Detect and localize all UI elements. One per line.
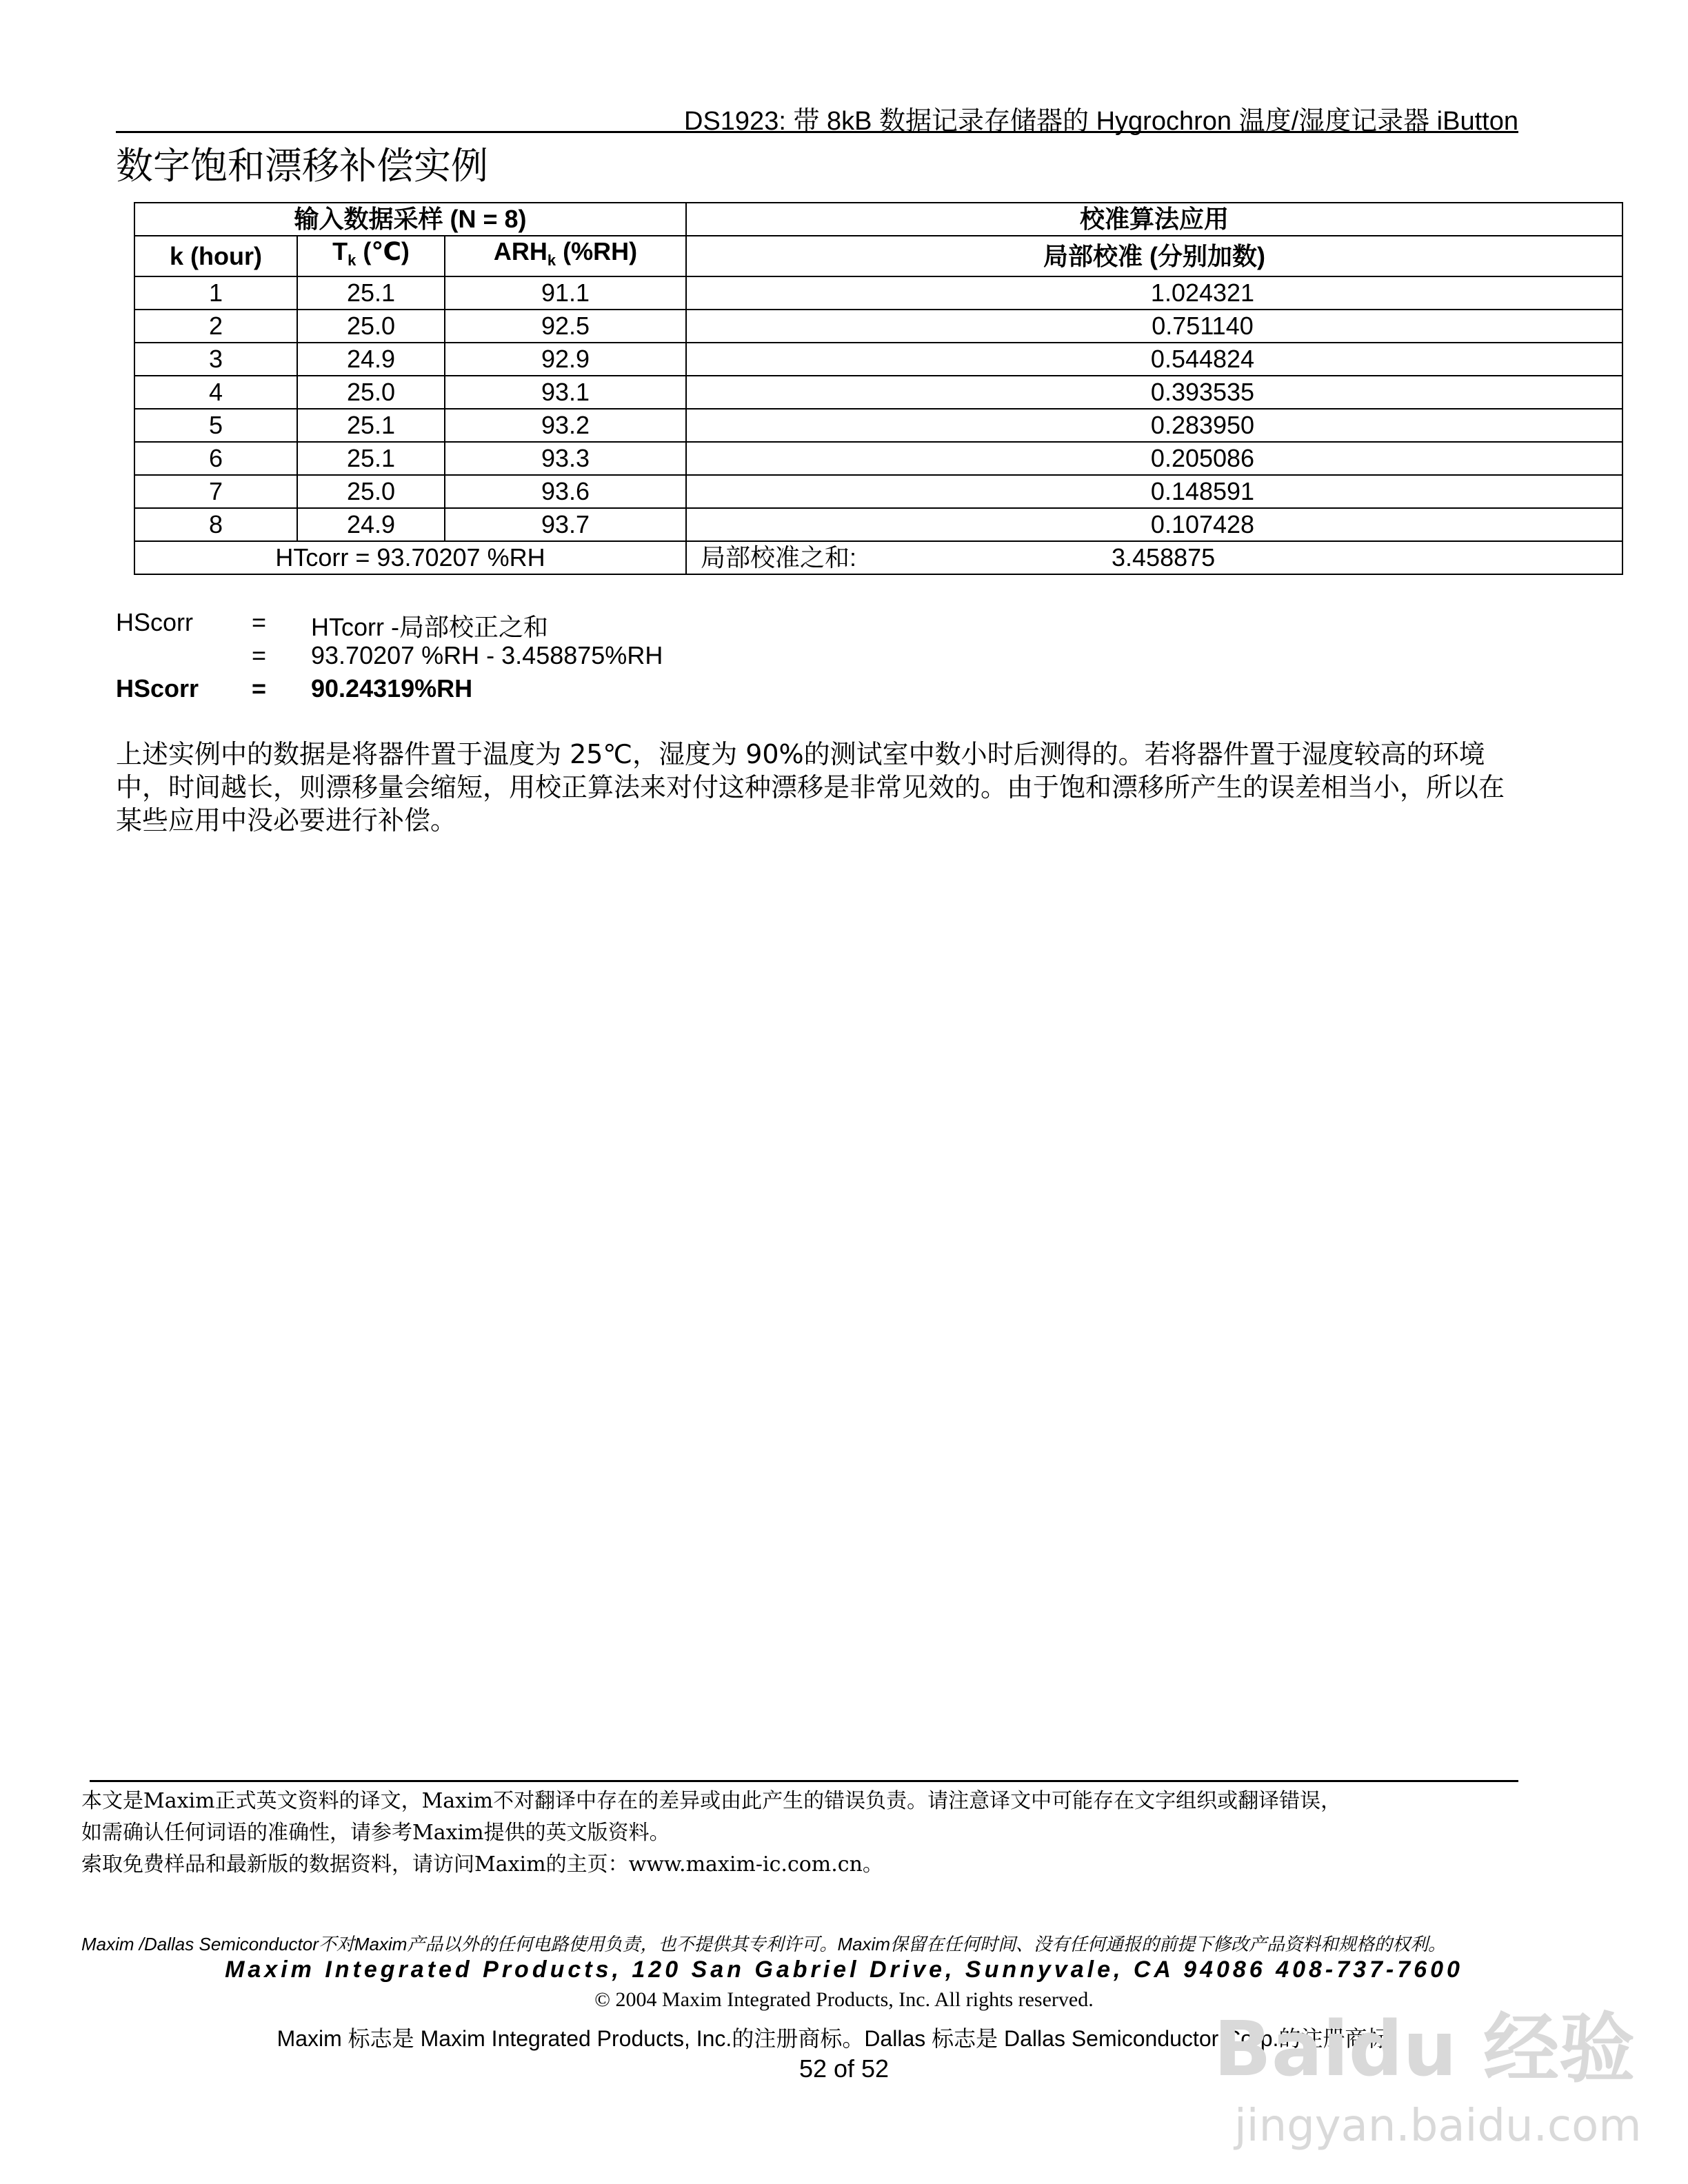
col-header-local-calib: 局部校准 (分别加数) xyxy=(686,236,1622,276)
table-column-header-row xyxy=(134,236,1622,276)
calc-lhs: HScorr xyxy=(116,608,194,636)
calc-eq: = xyxy=(252,608,267,636)
cell-arh: 93.3 xyxy=(445,442,686,475)
sum-label: 局部校准之和: xyxy=(701,543,857,572)
col-header-t: $T_k$ (℃) xyxy=(297,236,445,276)
cell-t: 25.0 xyxy=(297,475,445,508)
translation-notice xyxy=(81,1786,1536,1881)
table-row xyxy=(134,508,1622,541)
cell-arh: 92.9 xyxy=(445,343,686,376)
header-title: DS1923: 带 8kB 数据记录存储器的 Hygrochron 温度/湿度记录器 iButton xyxy=(684,107,1518,136)
trademarks: Maxim 标志是 Maxim Integrated Products, Inc.的注册商标。Dallas 标志是 Dallas Semiconductor Corp.的注册商标。 xyxy=(277,2026,1411,2051)
header-divider xyxy=(116,131,1518,133)
table-row xyxy=(134,376,1622,409)
explanation-paragraph: 上述实例中的数据是将器件置于温度为 25℃，湿度为 90%的测试室中数小时后测得的。若将器件置于湿度较高的环境中，时间越长，则漂移量会缩短，用校正算法来对付这种漂移是非常见效的。由于饱和漂移所产生的误差相当小，所以在某些应用中没必要进行补偿。 xyxy=(116,739,1505,836)
copyright: © 2004 Maxim Integrated Products, Inc. All rights reserved. xyxy=(594,1988,1094,2011)
htcorr-cell: HTcorr = 93.70207 %RH xyxy=(134,541,686,574)
cell-arh: 93.7 xyxy=(445,508,686,541)
cell-calib: 1.024321 xyxy=(686,276,1622,310)
cell-calib: 0.107428 xyxy=(686,508,1622,541)
page-number: 52 of 52 xyxy=(798,2054,890,2083)
disclaimer: Maxim /Dallas Semiconductor不对Maxim产品以外的任何电路使用负责，也不提供其专利许可。Maxim保留在任何时间、没有任何通报的前提下修改产品资料和规格的权利。 xyxy=(81,1934,1446,1954)
cell-t: 24.9 xyxy=(297,508,445,541)
cell-calib: 0.393535 xyxy=(686,376,1622,409)
cell-calib: 0.544824 xyxy=(686,343,1622,376)
cell-arh: 93.1 xyxy=(445,376,686,409)
table-group-header-row xyxy=(134,203,1622,236)
table-row xyxy=(134,475,1622,508)
group-calib-header: 校准算法应用 xyxy=(686,203,1622,236)
calc-lhs: HScorr xyxy=(116,674,199,702)
col-header-arh: $ARH_k$ (%RH) xyxy=(445,236,686,276)
baidu-watermark-icon xyxy=(1186,1972,1642,2178)
footer-divider xyxy=(90,1780,1518,1782)
sum-value: 3.458875 xyxy=(1112,543,1216,572)
notice-line: 本文是Maxim正式英文资料的译文，Maxim不对翻译中存在的差异或由此产生的错误负责。请注意译文中可能存在文字组织或翻译错误， xyxy=(81,1789,1342,1813)
table-row xyxy=(134,276,1622,310)
cell-t: 25.1 xyxy=(297,276,445,310)
cell-k: 1 xyxy=(134,276,297,310)
cell-k: 6 xyxy=(134,442,297,475)
watermark-url: jingyan.baidu.com xyxy=(1234,2101,1642,2152)
calc-eq: = xyxy=(252,641,267,669)
calc-rhs: 93.70207 %RH - 3.458875%RH xyxy=(311,641,663,669)
cell-calib: 0.205086 xyxy=(686,442,1622,475)
cell-arh: 92.5 xyxy=(445,310,686,343)
table-row xyxy=(134,442,1622,475)
group-input-header: 输入数据采样 (N = 8) xyxy=(134,203,686,236)
table-row xyxy=(134,409,1622,442)
calc-rhs: HTcorr -局部校正之和 xyxy=(311,613,548,641)
cell-t: 25.0 xyxy=(297,376,445,409)
watermark-brand: Baidu 经验 xyxy=(1214,2005,1636,2093)
cell-k: 8 xyxy=(134,508,297,541)
cell-calib: 0.148591 xyxy=(686,475,1622,508)
cell-k: 3 xyxy=(134,343,297,376)
cell-arh: 91.1 xyxy=(445,276,686,310)
cell-k: 2 xyxy=(134,310,297,343)
cell-t: 25.1 xyxy=(297,442,445,475)
calc-result: 90.24319%RH xyxy=(311,674,473,702)
cell-arh: 93.6 xyxy=(445,475,686,508)
table-row xyxy=(134,343,1622,376)
company-address: Maxim Integrated Products, 120 San Gabriel Drive, Sunnyvale, CA 94086 408-737-7600 xyxy=(225,1957,1463,1983)
cell-calib: 0.751140 xyxy=(686,310,1622,343)
sum-cell xyxy=(686,541,1622,574)
cell-t: 25.1 xyxy=(297,409,445,442)
notice-line: 索取免费样品和最新版的数据资料，请访问Maxim的主页：www.maxim-ic.com.cn。 xyxy=(81,1852,883,1877)
cell-k: 4 xyxy=(134,376,297,409)
cell-t: 24.9 xyxy=(297,343,445,376)
cell-t: 25.0 xyxy=(297,310,445,343)
table-row xyxy=(134,310,1622,343)
calc-eq: = xyxy=(252,674,267,702)
notice-line: 如需确认任何词语的准确性，请参考Maxim提供的英文版资料。 xyxy=(81,1821,670,1845)
table-summary-row xyxy=(134,541,1622,574)
cell-calib: 0.283950 xyxy=(686,409,1622,442)
section-title: 数字饱和漂移补偿实例 xyxy=(116,144,488,188)
col-header-k: k (hour) xyxy=(134,236,297,276)
cell-k: 7 xyxy=(134,475,297,508)
cell-k: 5 xyxy=(134,409,297,442)
saturation-drift-table xyxy=(134,202,1623,575)
cell-arh: 93.2 xyxy=(445,409,686,442)
